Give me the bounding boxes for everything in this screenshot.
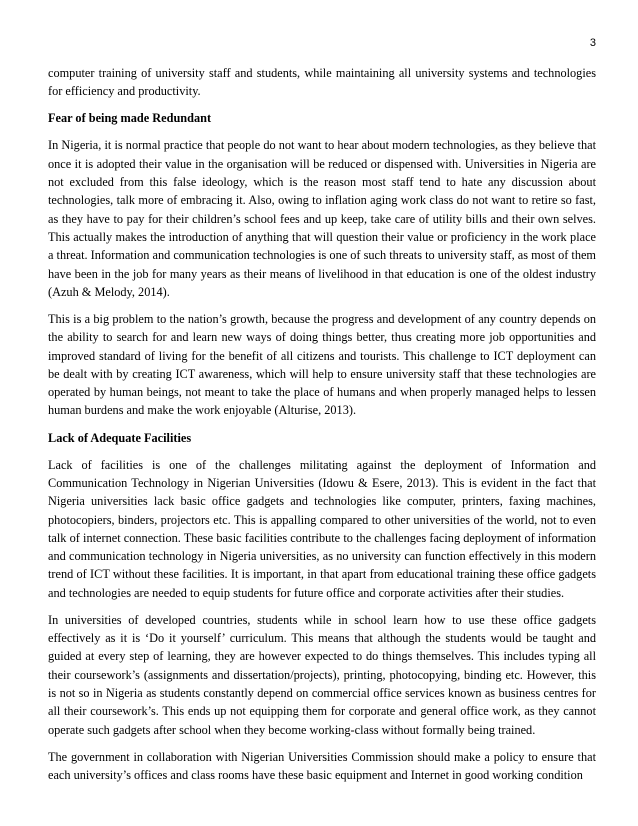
document-body [48,64,596,793]
paragraph-redundant-1: In Nigeria, it is normal practice that people do not want to hear about modern technologies, as they believe that once it is adopted their value in the organisation will be reduced or dispensed with. Universities in Nigeria are not excluded from this false ideology, which is the reason most staff tend to hate any discussion about technologies, talk more of embracing it. Also, owing to inflation aging work class do not want to retire so fast, as they have to pay for their children’s school fees and up keep, take care of utility bills and their own selves. This actually makes the introduction of anything that will question their value or proficiency in the work place a threat. Information and communication technologies is one of such threats to university staff, as most of them have been in the job for many years as their means of livelihood in that education is one of the oldest industry (Azuh & Melody, 2014). [48,138,596,299]
section-heading-redundant: Fear of being made Redundant [48,111,212,126]
section-heading-facilities: Lack of Adequate Facilities [48,430,192,445]
paragraph-facilities-2: In universities of developed countries, students while in school learn how to use these office gadgets effectively as it is ‘Do it yourself’ curriculum. This means that although the students would be taught and guided at every step of learning, they are however expected to do things themselves. This includes typing all their coursework’s (assignments and dissertation/projects), printing, photocopying, binding etc. However, this is not so in Nigeria as students constantly depend on commercial office services known as business centres for all their coursework’s. This ends up not equipping them for corporate and general office work, as they cannot operate such gadgets after school when they become working-class without formally being trained. [48,612,596,737]
intro-paragraph: computer training of university staff and students, while maintaining all university systems and technologies for efficiency and productivity. [48,66,596,99]
paragraph-redundant-2: This is a big problem to the nation’s growth, because the progress and development of any country depends on the ability to search for and learn new ways of doing things better, thus creating more job opportunities and improved standard of living for the benefit of all citizens and tourists. This challenge to ICT deployment can be dealt with by creating ICT awareness, which will help to ensure university staff that these technologies are operated by human beings, not meant to take the place of humans and when properly managed helps to lessen human burdens and make the work enjoyable (Alturise, 2013). [48,311,596,418]
paragraph-facilities-3: The government in collaboration with Nigerian Universities Commission should make a policy to ensure that each university’s offices and class rooms have these basic equipment and Internet in good working condition [48,749,596,782]
page-number: 3 [589,37,596,49]
paragraph-facilities-1: Lack of facilities is one of the challenges militating against the deployment of Information and Communication Technology in Nigerian Universities (Idowu & Esere, 2013). This is evident in the fact that Nigeria universities lack basic office gadgets and technologies like computer, printers, faxing machines, photocopiers, binders, projectors etc. This is appalling compared to other universities of the world, not to even talk of internet connection. These basic facilities contribute to the challenges facing deployment of information and communication technology in Nigeria universities, as no university can function effectively in this modern trend of ICT without these facilities. It is important, in that apart from educational training these office gadgets and technologies are needed to equip students for future office and corporate activities after their studies. [48,457,596,600]
